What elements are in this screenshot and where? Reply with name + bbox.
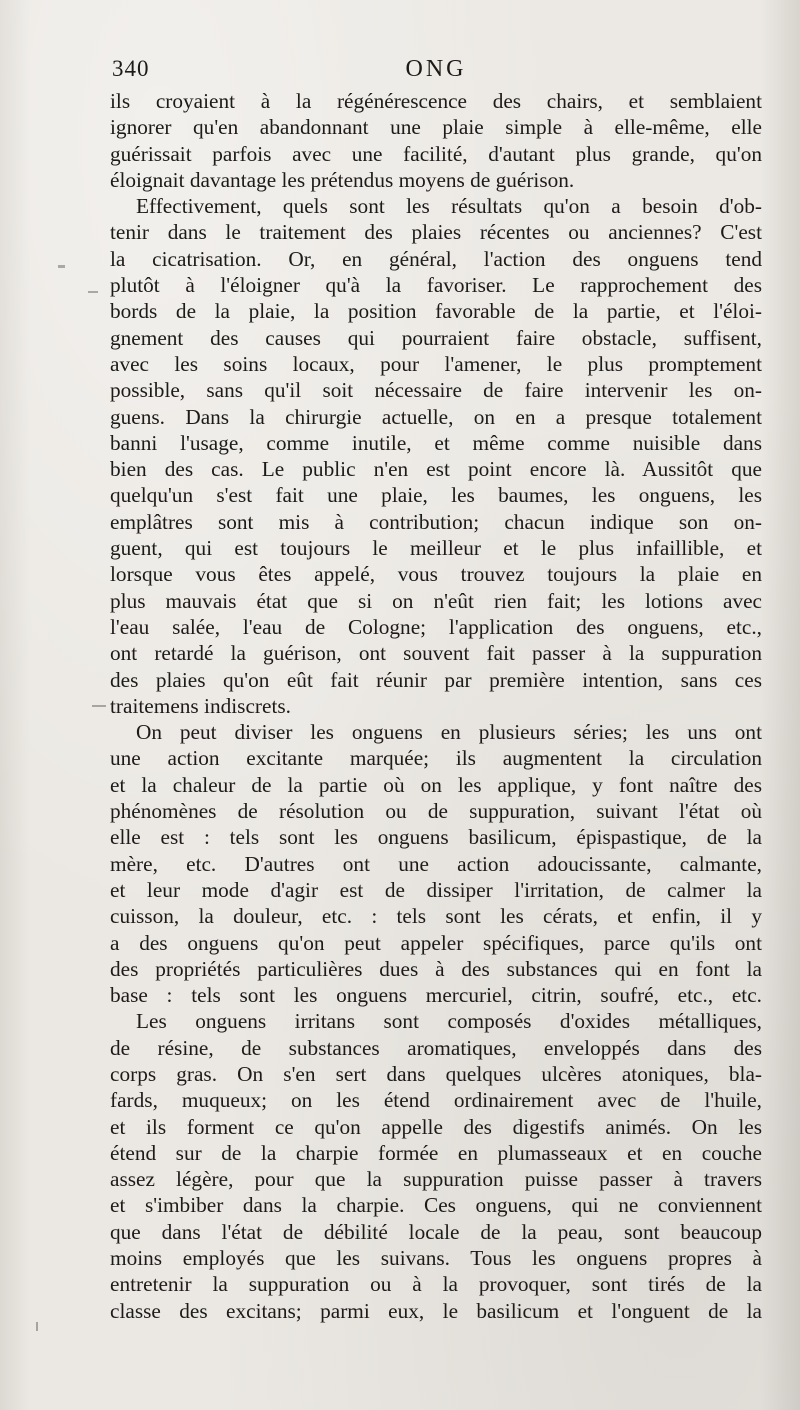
text-line: Les onguens irritans sont composés d'oxides métalliques, bbox=[136, 1009, 762, 1034]
text-line: plutôt à l'éloigner qu'à la favoriser. Le rapprochement des bbox=[110, 273, 762, 298]
text-line: tenir dans le traitement des plaies récentes ou anciennes? C'est bbox=[110, 220, 762, 245]
text-line: banni l'usage, comme inutile, et même comme nuisible dans bbox=[110, 430, 762, 455]
text-line: lorsque vous êtes appelé, vous trouvez toujours la plaie en bbox=[110, 562, 762, 587]
text-line: quelqu'un s'est fait une plaie, les baumes, les onguens, les bbox=[110, 483, 762, 508]
text-line: Effectivement, quels sont les résultats qu'on a besoin d'ob- bbox=[136, 194, 762, 219]
text-line: guérissait parfois avec une facilité, d'autant plus grande, qu'on bbox=[110, 141, 762, 166]
text-line: emplâtres sont mis à contribution; chacun indique son on- bbox=[110, 509, 762, 534]
text-line: avec les soins locaux, pour l'amener, le plus promptement bbox=[110, 351, 762, 376]
text-line: l'eau salée, l'eau de Cologne; l'application des onguens, etc., bbox=[110, 614, 762, 639]
text-line: On peut diviser les onguens en plusieurs séries; les uns ont bbox=[136, 720, 762, 745]
text-line: base : tels sont les onguens mercuriel, citrin, soufré, etc., etc. bbox=[110, 983, 762, 1008]
margin-mark bbox=[92, 705, 106, 707]
text-line: étend sur de la charpie formée en plumasseaux et en couche bbox=[110, 1140, 762, 1165]
text-line: bords de la plaie, la position favorable de la partie, et l'éloi- bbox=[110, 299, 762, 324]
text-line: gnement des causes qui pourraient faire obstacle, suffisent, bbox=[110, 325, 762, 350]
text-line: de résine, de substances aromatiques, enveloppés dans des bbox=[110, 1035, 762, 1060]
text-line: a des onguens qu'on peut appeler spécifiques, parce qu'ils ont bbox=[110, 930, 762, 955]
text-line: et s'imbiber dans la charpie. Ces onguens, qui ne conviennent bbox=[110, 1193, 762, 1218]
text-line: assez légère, pour que la suppuration puisse passer à travers bbox=[110, 1167, 762, 1192]
text-line: guens. Dans la chirurgie actuelle, on en a presque totalement bbox=[110, 404, 762, 429]
margin-mark bbox=[58, 265, 65, 268]
text-line: classe des excitans; parmi eux, le basilicum et l'onguent de la bbox=[110, 1298, 762, 1323]
text-line: fards, muqueux; on les étend ordinairement avec de l'huile, bbox=[110, 1088, 762, 1113]
text-line: cuisson, la douleur, etc. : tels sont les cérats, et enfin, il y bbox=[110, 904, 762, 929]
text-line: possible, sans qu'il soit nécessaire de faire intervenir les on- bbox=[110, 378, 762, 403]
text-line: et ils forment ce qu'on appelle des digestifs animés. On les bbox=[110, 1114, 762, 1139]
text-line: ignorer qu'en abandonnant une plaie simple à elle-même, elle bbox=[110, 115, 762, 140]
text-line: ils croyaient à la régénérescence des chairs, et semblaient bbox=[110, 89, 762, 113]
page-header bbox=[112, 56, 760, 90]
running-head: ONG bbox=[405, 56, 467, 82]
text-line: bien des cas. Le public n'en est point encore là. Aussitôt que bbox=[110, 457, 762, 482]
text-line: que dans l'état de débilité locale de la peau, sont beaucoup bbox=[110, 1219, 762, 1244]
text-line: la cicatrisation. Or, en général, l'action des onguens tend bbox=[110, 246, 762, 271]
text-line: corps gras. On s'en sert dans quelques ulcères atoniques, bla- bbox=[110, 1061, 762, 1086]
text-line: et la chaleur de la partie où on les applique, y font naître des bbox=[110, 772, 762, 797]
text-line: guent, qui est toujours le meilleur et le plus infaillible, et bbox=[110, 536, 762, 561]
text-line: phénomènes de résolution ou de suppuration, suivant l'état où bbox=[110, 799, 762, 824]
text-line: et leur mode d'agir est de dissiper l'irritation, de calmer la bbox=[110, 877, 762, 902]
text-line: des plaies qu'on eût fait réunir par première intention, sans ces bbox=[110, 667, 762, 692]
text-line: ont retardé la guérison, ont souvent fait passer à la suppuration bbox=[110, 641, 762, 666]
margin-mark bbox=[36, 1322, 38, 1331]
body-text bbox=[110, 88, 762, 1324]
text-line: mère, etc. D'autres ont une action adoucissante, calmante, bbox=[110, 851, 762, 876]
margin-mark bbox=[88, 291, 98, 293]
text-line: elle est : tels sont les onguens basilicum, épispastique, de la bbox=[110, 825, 762, 850]
text-line: traitemens indiscrets. bbox=[110, 693, 291, 718]
page-number: 340 bbox=[112, 56, 150, 81]
text-line: une action excitante marquée; ils augmentent la circulation bbox=[110, 746, 762, 771]
text-line: éloignait davantage les prétendus moyens de guérison. bbox=[110, 167, 575, 192]
text-line: entretenir la suppuration ou à la provoquer, sont tirés de la bbox=[110, 1272, 762, 1297]
text-line: plus mauvais état que si on n'eût rien fait; les lotions avec bbox=[110, 588, 762, 613]
text-line: moins employés que les suivans. Tous les onguens propres à bbox=[110, 1246, 762, 1271]
text-line: des propriétés particulières dues à des substances qui en font la bbox=[110, 956, 762, 981]
